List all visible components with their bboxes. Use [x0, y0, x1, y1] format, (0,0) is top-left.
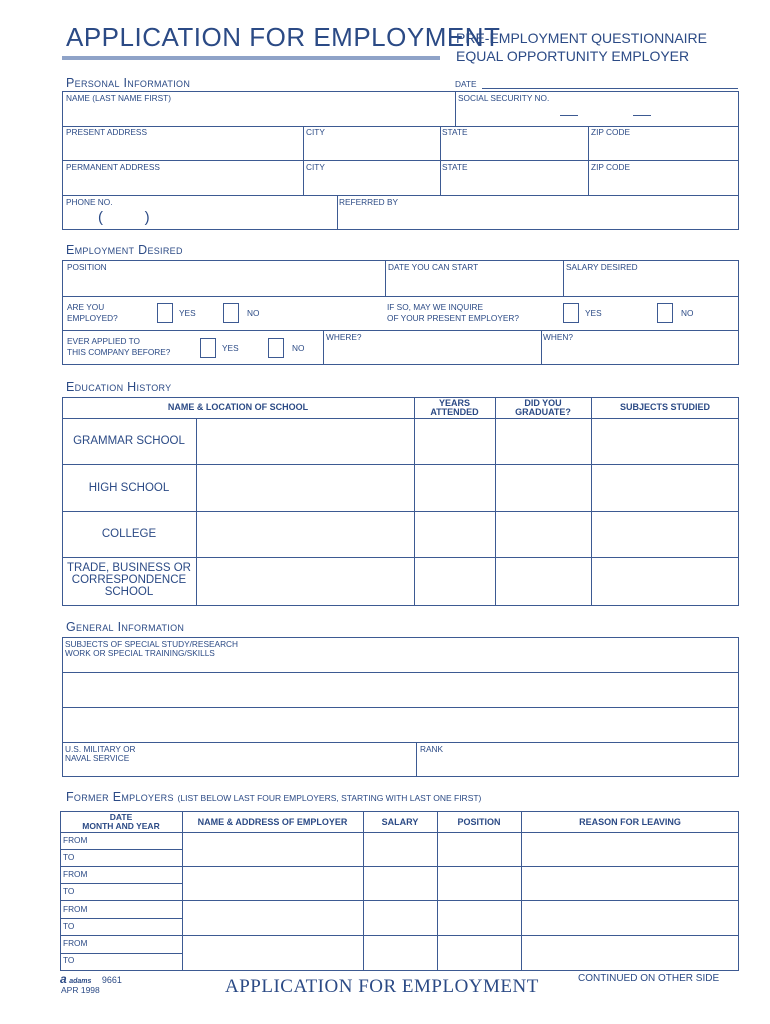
- former-employers-heading: [66, 790, 481, 804]
- employers-header-divider: [60, 832, 739, 833]
- edu-col-graduate-1: DID YOU: [524, 398, 562, 408]
- from-to-divider: [60, 883, 182, 884]
- employment-row-divider: [62, 296, 739, 297]
- emp3-from-label: FROM: [63, 904, 88, 914]
- inquire-label-1: IF SO, MAY WE INQUIRE: [387, 302, 484, 312]
- education-col-divider: [591, 397, 592, 606]
- education-row-divider: [62, 464, 739, 465]
- military-label-1: U.S. MILITARY OR: [65, 744, 136, 754]
- employment-col-divider: [563, 260, 564, 296]
- emp1-from-label: FROM: [63, 835, 88, 845]
- are-you-employed-label-2: EMPLOYED?: [67, 313, 118, 323]
- general-row-divider: [62, 672, 739, 673]
- from-to-divider: [60, 953, 182, 954]
- edu-col-subjects: SUBJECTS STUDIED: [619, 402, 710, 412]
- emp-col-reason: REASON FOR LEAVING: [579, 817, 681, 827]
- permanent-state-label: STATE: [442, 162, 468, 172]
- footer-brand-line: [60, 972, 122, 986]
- form-title: APPLICATION FOR EMPLOYMENT: [66, 22, 501, 52]
- footer-title: APPLICATION FOR EMPLOYMENT: [225, 976, 539, 997]
- employment-row-divider: [62, 330, 739, 331]
- edu-col-years-1: YEARS: [438, 398, 470, 408]
- ssn-field-label: SOCIAL SECURITY NO.: [458, 93, 550, 103]
- employed-no-checkbox[interactable]: [223, 303, 239, 323]
- employed-yes-checkbox[interactable]: [157, 303, 173, 323]
- emp-col-name: NAME & ADDRESS OF EMPLOYER: [197, 817, 348, 827]
- personal-col-divider: [440, 126, 441, 195]
- employment-col-divider: [541, 330, 542, 365]
- education-col-divider: [414, 397, 415, 606]
- permanent-address-input[interactable]: [62, 172, 302, 192]
- employers-row-divider: [60, 900, 739, 901]
- employed-no-label: NO: [247, 308, 260, 318]
- inquire-no-label: NO: [681, 308, 694, 318]
- employment-col-divider: [323, 330, 324, 365]
- edu-col-years-2: ATTENDED: [430, 407, 479, 417]
- title-underline: [62, 56, 440, 60]
- form-date: APR 1998: [61, 985, 100, 995]
- edu-col-school: NAME & LOCATION OF SCHOOL: [167, 402, 309, 412]
- education-header-divider: [62, 418, 739, 419]
- date-line[interactable]: [482, 88, 738, 89]
- emp4-to-label: TO: [63, 955, 75, 965]
- applied-yes-checkbox[interactable]: [200, 338, 216, 358]
- start-date-label: DATE YOU CAN START: [388, 262, 479, 272]
- from-to-divider: [60, 849, 182, 850]
- phone-area-code-parens[interactable]: ( ): [98, 209, 150, 226]
- rank-label: RANK: [420, 744, 444, 754]
- general-row-divider: [62, 742, 739, 743]
- present-state-label: STATE: [442, 127, 468, 137]
- special-study-label-2: WORK OR SPECIAL TRAINING/SKILLS: [65, 648, 215, 658]
- education-col-divider: [495, 397, 496, 606]
- from-to-divider: [60, 918, 182, 919]
- former-employers-title: Former Employers: [66, 790, 174, 804]
- personal-row-divider: [62, 160, 739, 161]
- emp3-to-label: TO: [63, 921, 75, 931]
- inquire-label-2: OF YOUR PRESENT EMPLOYER?: [387, 313, 520, 323]
- name-field-label: NAME (LAST NAME FIRST): [66, 93, 171, 103]
- where-label: WHERE?: [326, 332, 362, 342]
- employers-col-divider: [437, 811, 438, 971]
- form-subtitle-eoe: EQUAL OPPORTUNITY EMPLOYER: [456, 48, 690, 64]
- employment-col-divider: [385, 260, 386, 296]
- permanent-city-label: CITY: [306, 162, 325, 172]
- military-label-2: NAVAL SERVICE: [65, 753, 130, 763]
- education-row-divider: [62, 557, 739, 558]
- personal-col-divider: [303, 126, 304, 195]
- personal-info-heading: Personal Information: [66, 76, 191, 90]
- special-study-label-1: SUBJECTS OF SPECIAL STUDY/RESEARCH: [65, 639, 239, 649]
- employed-yes-label: YES: [179, 308, 196, 318]
- edu-row-college: COLLEGE: [101, 528, 157, 540]
- phone-label: PHONE NO.: [66, 197, 113, 207]
- permanent-zip-label: ZIP CODE: [591, 162, 631, 172]
- employment-desired-heading: Employment Desired: [66, 243, 183, 257]
- emp2-from-label: FROM: [63, 869, 88, 879]
- applied-before-label-1: EVER APPLIED TO: [67, 336, 141, 346]
- edu-row-trade-3: SCHOOL: [104, 586, 154, 598]
- emp4-from-label: FROM: [63, 938, 88, 948]
- edu-row-trade-1: TRADE, BUSINESS OR: [67, 562, 191, 574]
- employers-col-divider: [521, 811, 522, 971]
- salary-desired-label: SALARY DESIRED: [566, 262, 638, 272]
- are-you-employed-label-1: ARE YOU: [67, 302, 105, 312]
- emp2-to-label: TO: [63, 886, 75, 896]
- inquire-yes-checkbox[interactable]: [563, 303, 579, 323]
- inquire-no-checkbox[interactable]: [657, 303, 673, 323]
- edu-row-trade-2: CORRESPONDENCE: [71, 574, 187, 586]
- brand-name: adams: [69, 978, 92, 985]
- general-info-heading: General Information: [66, 620, 185, 634]
- position-label: POSITION: [67, 262, 107, 272]
- education-history-heading: Education History: [66, 380, 172, 394]
- former-employers-table: [60, 811, 739, 971]
- ssn-input[interactable]: [456, 104, 738, 124]
- former-employers-note: (LIST BELOW LAST FOUR EMPLOYERS, STARTING WITH LAST ONE FIRST): [177, 793, 482, 803]
- present-address-input[interactable]: [62, 138, 302, 158]
- general-col-divider: [416, 742, 417, 777]
- inquire-yes-label: YES: [585, 308, 602, 318]
- edu-col-graduate-2: GRADUATE?: [515, 407, 571, 417]
- employers-col-divider: [363, 811, 364, 971]
- date-label: DATE: [455, 79, 477, 89]
- present-zip-label: ZIP CODE: [591, 127, 631, 137]
- personal-row-divider: [62, 195, 739, 196]
- permanent-address-label: PERMANENT ADDRESS: [66, 162, 160, 172]
- form-number: 9661: [101, 975, 122, 985]
- applied-no-checkbox[interactable]: [268, 338, 284, 358]
- applied-yes-label: YES: [222, 343, 239, 353]
- personal-col-divider: [588, 126, 589, 195]
- form-subtitle-questionnaire: PRE-EMPLOYMENT QUESTIONNAIRE: [456, 30, 708, 46]
- when-label: WHEN?: [543, 332, 573, 342]
- referred-by-label: REFERRED BY: [339, 197, 399, 207]
- emp-col-date-1: DATE: [109, 812, 133, 822]
- education-col-divider: [196, 418, 197, 606]
- emp-col-position: POSITION: [457, 817, 501, 827]
- general-row-divider: [62, 707, 739, 708]
- emp-col-date-2: MONTH AND YEAR: [82, 821, 160, 831]
- edu-row-high-school: HIGH SCHOOL: [88, 482, 170, 494]
- personal-col-divider: [337, 195, 338, 230]
- employers-row-divider: [60, 935, 739, 936]
- continued-note: CONTINUED ON OTHER SIDE: [578, 973, 720, 984]
- adams-logo-icon: a: [60, 972, 67, 986]
- employers-col-divider: [182, 811, 183, 971]
- emp-col-salary: SALARY: [381, 817, 419, 827]
- present-address-label: PRESENT ADDRESS: [66, 127, 147, 137]
- name-input[interactable]: [62, 104, 455, 124]
- applied-no-label: NO: [292, 343, 305, 353]
- employers-row-divider: [60, 866, 739, 867]
- present-city-label: CITY: [306, 127, 325, 137]
- edu-row-grammar: GRAMMAR SCHOOL: [73, 435, 185, 447]
- personal-row-divider: [62, 126, 739, 127]
- education-row-divider: [62, 511, 739, 512]
- emp1-to-label: TO: [63, 852, 75, 862]
- applied-before-label-2: THIS COMPANY BEFORE?: [67, 347, 171, 357]
